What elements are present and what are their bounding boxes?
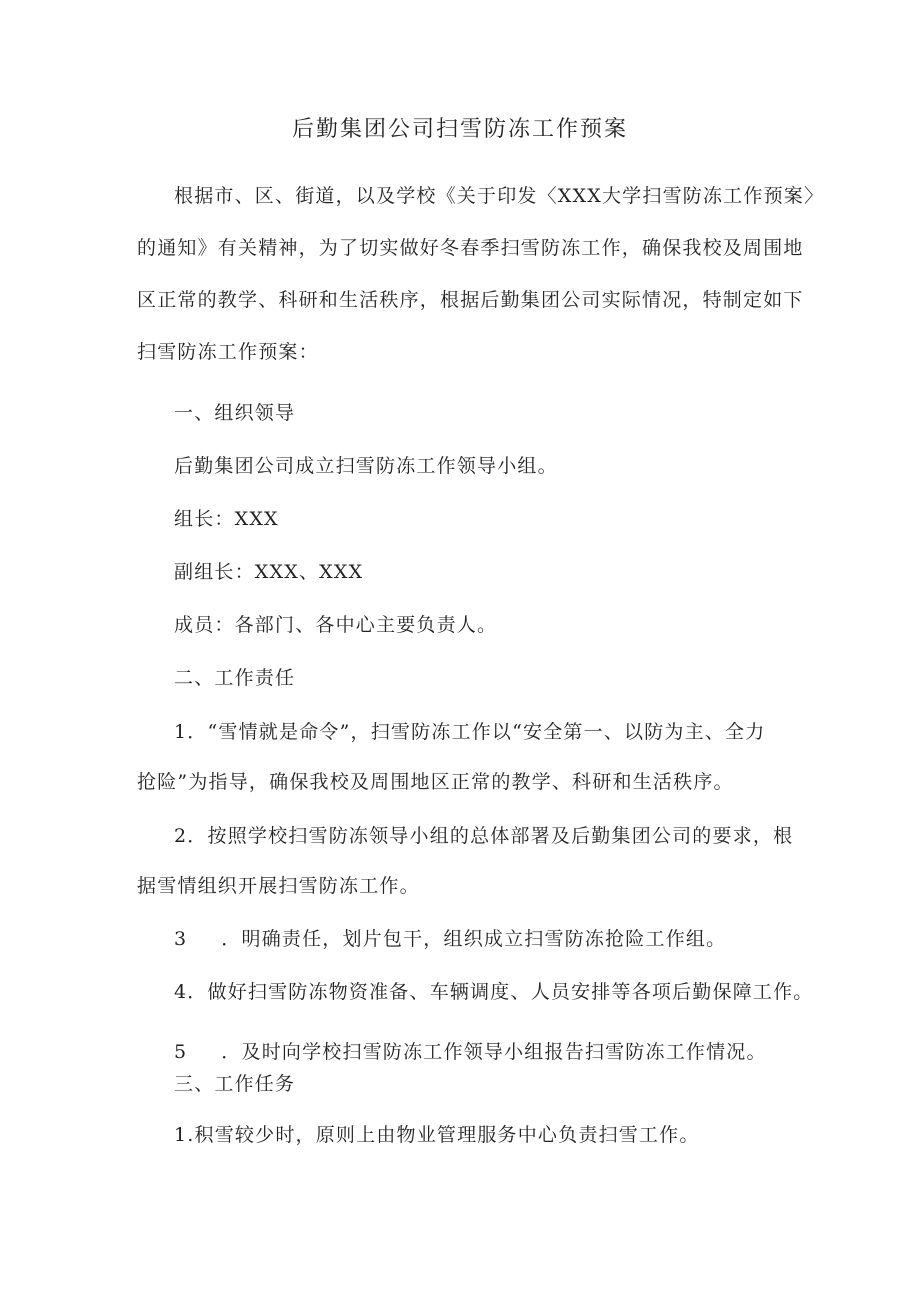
section2-item2-line1: 2．按照学校扫雪防冻领导小组的总体部署及后勤集团公司的要求，根 — [174, 825, 794, 847]
section1-line-members: 成员：各部门、各中心主要负责人。 — [174, 614, 498, 636]
intro-line-3: 区正常的教学、科研和生活秩序，根据后勤集团公司实际情况，特制定如下 — [137, 289, 804, 311]
section2-item3-number: 3 — [174, 928, 188, 950]
intro-line-1: 根据市、区、街道，以及学校《关于印发〈XXX大学扫雪防冻工作预案〉 — [174, 185, 825, 207]
section-heading-responsibility: 二、工作责任 — [174, 667, 296, 689]
section-heading-organization: 一、组织领导 — [174, 402, 296, 424]
section2-item1-line2: 抢险”为指导，确保我校及周围地区正常的教学、科研和生活秩序。 — [137, 771, 734, 793]
section1-line-1: 后勤集团公司成立扫雪防冻工作领导小组。 — [174, 455, 558, 477]
section1-line-deputy: 副组长：XXX、XXX — [174, 561, 364, 583]
section-heading-tasks: 三、工作任务 — [174, 1073, 296, 1095]
section2-item5 — [174, 1039, 767, 1065]
section2-item3 — [174, 926, 726, 952]
section2-item2-line2: 据雪情组织开展扫雪防冻工作。 — [137, 875, 420, 897]
section1-line-leader: 组长：XXX — [174, 508, 279, 530]
section2-item1-line1: 1．“雪情就是命令”，扫雪防冻工作以“安全第一、以防为主、全力 — [174, 721, 766, 743]
section2-item5-text: ．及时向学校扫雪防冻工作领导小组报告扫雪防冻工作情况。 — [221, 1041, 767, 1063]
intro-line-4: 扫雪防冻工作预案： — [137, 341, 319, 363]
intro-line-2: 的通知》有关精神，为了切实做好冬春季扫雪防冻工作，确保我校及周围地 — [137, 237, 804, 259]
section2-item5-number: 5 — [174, 1041, 188, 1063]
section2-item4: 4．做好扫雪防冻物资准备、车辆调度、人员安排等各项后勤保障工作。 — [174, 981, 814, 1003]
document-title: 后勤集团公司扫雪防冻工作预案 — [291, 117, 628, 142]
section2-item3-text: ．明确责任，划片包干，组织成立扫雪防冻抢险工作组。 — [221, 928, 727, 950]
section3-item1: 1.积雪较少时，原则上由物业管理服务中心负责扫雪工作。 — [174, 1124, 700, 1146]
